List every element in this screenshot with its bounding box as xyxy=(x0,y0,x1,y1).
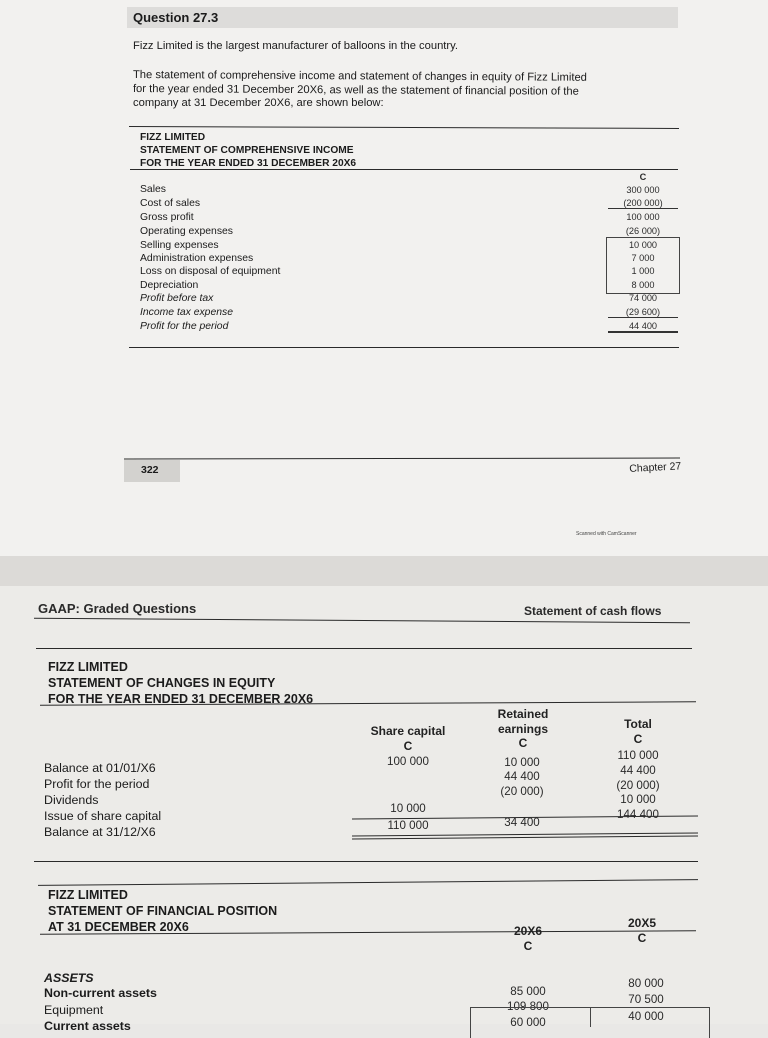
col-header-20x5 xyxy=(612,916,672,945)
divider-line xyxy=(36,648,692,649)
soce-share-value: 100 000 xyxy=(387,755,429,768)
soce-total-value: 110 000 xyxy=(617,749,659,762)
para-line-2: for the year ended 31 December 20X6, as well as the statement of financial position of the xyxy=(132,83,579,98)
sci-row-value: 10 000 xyxy=(628,240,658,250)
col-header-currency: C xyxy=(633,731,643,746)
page-gap xyxy=(0,556,768,586)
page-number: 322 xyxy=(141,464,159,476)
col-header-text: Total xyxy=(624,717,652,731)
currency-header: C xyxy=(639,172,647,182)
sofp-20x5-value: 80 000 xyxy=(628,977,664,990)
soce-total-value: 144 400 xyxy=(617,808,659,821)
question-heading xyxy=(127,7,678,28)
soce-share-value: 10 000 xyxy=(390,802,426,815)
sci-row-value: 300 000 xyxy=(626,185,660,195)
sci-row-value: (29 600) xyxy=(608,307,678,318)
sci-row-value: (26 000) xyxy=(625,226,661,236)
soce-title-3: FOR THE YEAR ENDED 31 DECEMBER 20X6 xyxy=(48,692,314,706)
divider-line xyxy=(130,169,678,170)
soce-retained-value: 10 000 xyxy=(504,756,540,769)
book-header: GAAP: Graded Questions xyxy=(38,601,197,616)
soce-retained-value: 34 400 xyxy=(504,816,540,829)
col-header-share-capital xyxy=(358,724,458,753)
soce-share-value: 110 000 xyxy=(387,819,429,832)
col-header-currency: C xyxy=(518,736,528,750)
col-header-retained-earnings xyxy=(478,707,568,751)
total-line xyxy=(352,835,698,839)
sofp-20x5-value: 40 000 xyxy=(628,1010,664,1023)
sofp-title-1: FIZZ LIMITED xyxy=(48,888,128,902)
sofp-20x6-value: 60 000 xyxy=(510,1016,546,1029)
col-header-currency: C xyxy=(523,938,533,953)
soce-retained-value: (20 000) xyxy=(500,785,544,798)
sci-row-label: Depreciation xyxy=(140,280,199,291)
sofp-20x5-value: 70 500 xyxy=(628,993,664,1006)
soce-row-label: Balance at 31/12/X6 xyxy=(44,825,156,839)
col-header-text: 20X5 xyxy=(627,916,657,930)
sci-row-label: Loss on disposal of equipment xyxy=(140,266,281,277)
para-line-3: company at 31 December 20X6, are shown below: xyxy=(133,97,384,109)
sci-row-value: 100 000 xyxy=(626,212,660,222)
divider-line xyxy=(124,458,680,460)
sci-title-1: FIZZ LIMITED xyxy=(140,132,206,143)
col-header-text: Share capital xyxy=(370,724,446,738)
sofp-row-label: ASSETS xyxy=(44,971,94,985)
question-number: Question 27.3 xyxy=(133,10,219,25)
sofp-20x6-value: 109 800 xyxy=(507,1000,549,1013)
soce-retained-value: 44 400 xyxy=(504,770,540,783)
soce-row-label: Dividends xyxy=(44,793,99,807)
divider-line xyxy=(129,126,679,129)
col-header-total xyxy=(598,717,678,746)
col-header-text: Retained xyxy=(497,707,549,721)
scan-watermark: Scanned with CamScanner xyxy=(576,531,637,537)
sofp-title-3: AT 31 DECEMBER 20X6 xyxy=(48,920,189,934)
soce-total-value: (20 000) xyxy=(616,779,660,792)
page-number-box xyxy=(124,460,180,482)
sci-row-label: Income tax expense xyxy=(140,307,233,318)
col-header-text: earnings xyxy=(497,721,548,736)
soce-total-value: 10 000 xyxy=(620,793,656,806)
col-header-20x6 xyxy=(498,924,558,953)
sofp-row-label: Non-current assets xyxy=(44,986,157,1000)
sci-row-value: (200 000) xyxy=(608,198,678,209)
chapter-label: Chapter 27 xyxy=(629,460,682,475)
sci-row-label: Sales xyxy=(140,184,166,195)
sci-row-value: 74 000 xyxy=(628,293,658,303)
col-header-currency: C xyxy=(403,738,413,753)
sci-row-label: Cost of sales xyxy=(140,198,201,209)
sci-row-label: Profit before tax xyxy=(140,293,214,304)
section-header: Statement of cash flows xyxy=(524,604,662,618)
intro-text: Fizz Limited is the largest manufacturer of balloons in the country. xyxy=(133,40,459,52)
sci-title-3: FOR THE YEAR ENDED 31 DECEMBER 20X6 xyxy=(140,158,357,169)
soce-row-label: Issue of share capital xyxy=(44,809,162,823)
soce-total-value: 44 400 xyxy=(620,764,656,777)
sci-row-label: Administration expenses xyxy=(140,253,254,264)
sofp-title-2: STATEMENT OF FINANCIAL POSITION xyxy=(48,904,278,918)
column-divider xyxy=(590,1007,591,1027)
soce-title-1: FIZZ LIMITED xyxy=(48,660,128,674)
page-bottom xyxy=(0,586,768,1033)
soce-row-label: Profit for the period xyxy=(44,777,150,791)
sci-row-label: Gross profit xyxy=(140,212,194,223)
sci-row-value: 1 000 xyxy=(631,266,655,276)
sofp-row-label: Equipment xyxy=(44,1003,104,1017)
sci-row-value: 7 000 xyxy=(631,253,655,263)
para-line-1: The statement of comprehensive income and statement of changes in equity of Fizz Limited xyxy=(132,69,587,84)
divider-line xyxy=(34,861,698,862)
sci-title-2: STATEMENT OF COMPREHENSIVE INCOME xyxy=(140,145,354,156)
sofp-20x6-value: 85 000 xyxy=(510,985,546,998)
soce-title-2: STATEMENT OF CHANGES IN EQUITY xyxy=(48,676,276,690)
sci-row-label: Selling expenses xyxy=(140,240,219,251)
sci-row-value: 8 000 xyxy=(631,280,655,290)
sci-row-value: 44 400 xyxy=(608,321,678,333)
divider-line xyxy=(38,879,698,886)
col-header-currency: C xyxy=(637,930,647,945)
soce-row-label: Balance at 01/01/X6 xyxy=(44,761,156,775)
divider-line xyxy=(34,618,690,624)
divider-line xyxy=(129,347,679,348)
sofp-row-label: Current assets xyxy=(44,1019,131,1033)
col-header-text: 20X6 xyxy=(513,924,543,938)
sci-row-label: Operating expenses xyxy=(140,226,233,237)
sci-row-label: Profit for the period xyxy=(140,321,229,332)
